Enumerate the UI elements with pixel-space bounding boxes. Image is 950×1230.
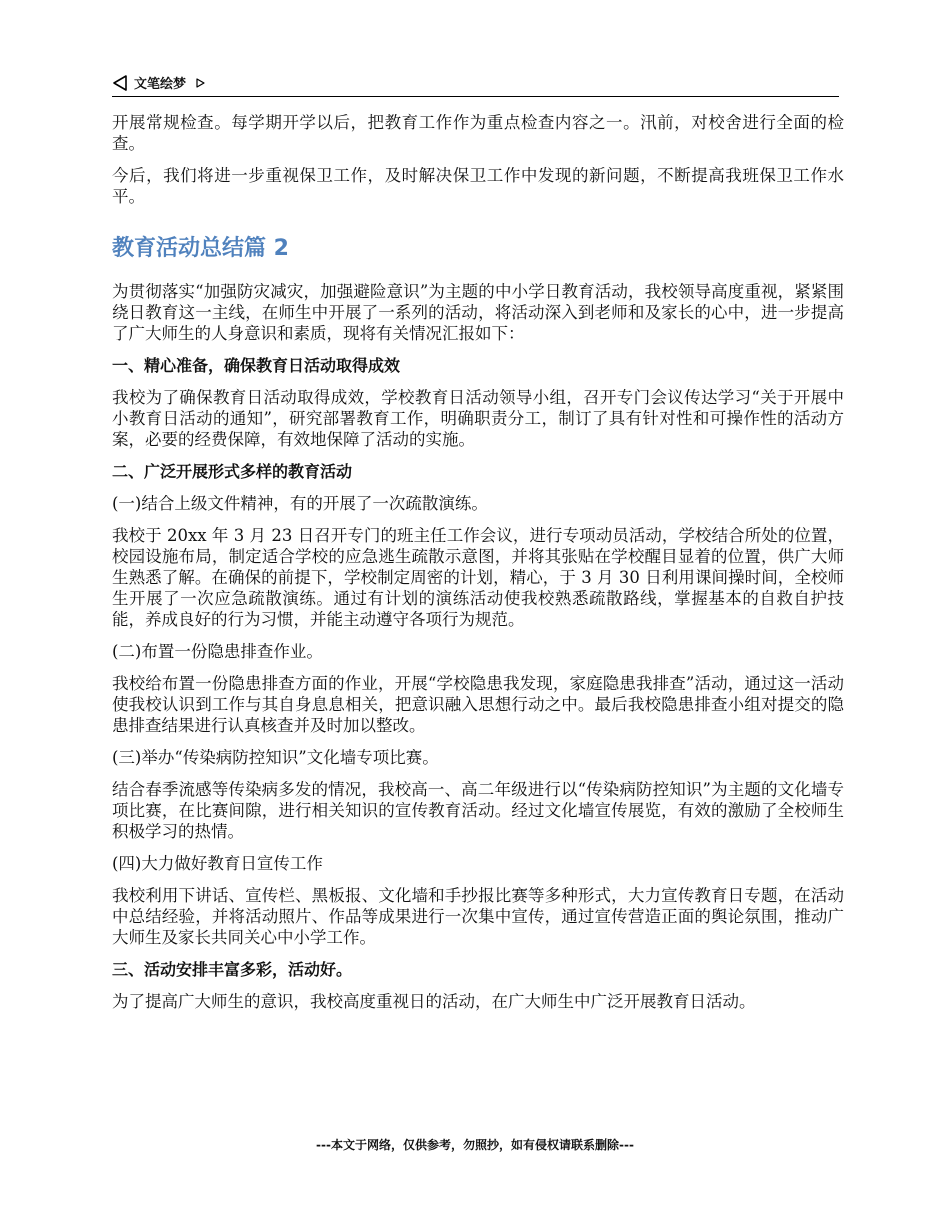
paragraph: 结合春季流感等传染病多发的情况，我校高一、高二年级进行以“传染病防控知识”为主题的文化墙专项比赛，在比赛间隙，进行相关知识的宣传教育活动。经过文化墙宣传展览，有效的激励了全校师生积极学习的热情。 — [112, 780, 844, 841]
brand-name: 文笔绘梦 — [134, 77, 187, 92]
paragraph: 我校利用下讲话、宣传栏、黑板报、文化墙和手抄报比赛等多种形式，大力宣传教育日专题，在活动中总结经验，并将活动照片、作品等成果进行一次集中宣传，通过宣传营造正面的舆论氛围，推动广大师生及家长共同关心中小学工作。 — [112, 886, 844, 947]
paragraph: 我校为了确保教育日活动取得成效，学校教育日活动领导小组，召开专门会议传达学习“关于开展中小教育日活动的通知”，研究部署教育工作，明确职责分工，制订了具有针对性和可操作性的活动方案，必要的经费保障，有效地保障了活动的实施。 — [112, 388, 844, 449]
section-title: 教育活动总结篇 2 — [112, 236, 289, 261]
intro-paragraph: 为贯彻落实“加强防灾减灾，加强避险意识”为主题的中小学日教育活动，我校领导高度重视，紧紧围绕日教育这一主线，在师生中开展了一系列的活动，将活动深入到老师和及家长的心中，进一步提高了广大师生的人身意识和素质，现将有关情况汇报如下： — [112, 282, 844, 343]
document-body — [112, 112, 844, 1023]
paragraph: 开展常规检查。每学期开学以后，把教育工作作为重点检查内容之一。汛前，对校舍进行全面的检查。 — [112, 113, 844, 153]
page-footer: ---本文于网络，仅供参考，勿照抄，如有侵权请联系删除--- — [316, 1138, 634, 1152]
page-header — [112, 70, 839, 97]
subheading: (三)举办“传染病防控知识”文化墙专项比赛。 — [112, 748, 439, 767]
brand-logo — [112, 73, 205, 92]
heading: 一、精心准备，确保教育日活动取得成效 — [112, 356, 401, 375]
right-triangle-icon — [196, 78, 205, 88]
paragraph: 我校给布置一份隐患排查方面的作业，开展“学校隐患我发现，家庭隐患我排查”活动，通过这一活动使我校认识到工作与其自身息息相关，把意识融入思想行动之中。最后我校隐患排查小组对提交的隐患排查结果进行认真核查并及时加以整改。 — [112, 674, 844, 735]
paragraph: 今后，我们将进一步重视保卫工作，及时解决保卫工作中发现的新问题，不断提高我班保卫工作水平。 — [112, 166, 844, 206]
heading: 二、广泛开展形式多样的教育活动 — [112, 462, 353, 481]
subheading: (四)大力做好教育日宣传工作 — [112, 854, 323, 873]
left-triangle-icon — [112, 75, 128, 91]
paragraph: 我校于 20xx 年 3 月 23 日召开专门的班主任工作会议，进行专项动员活动，学校结合所处的位置，校园设施布局，制定适合学校的应急逃生疏散示意图，并将其张贴在学校醒目显着的位置，供广大师生熟悉了解。在确保的前提下，学校制定周密的计划，精心，于 3 月 30 日利用课间操时间，全校师生开展了一次应急疏散演练。通过有计划的演练活动使我校熟悉疏散路线，掌握基本的自救自护技能，养成良好的行为习惯，并能主动遵守各项行为规范。 — [112, 526, 844, 629]
subheading: (二)布置一份隐患排查作业。 — [112, 642, 323, 661]
paragraph: 为了提高广大师生的意识，我校高度重视日的活动，在广大师生中广泛开展教育日活动。 — [112, 992, 756, 1011]
subheading: (一)结合上级文件精神，有的开展了一次疏散演练。 — [112, 494, 488, 513]
heading: 三、活动安排丰富多彩，活动好。 — [112, 960, 353, 979]
